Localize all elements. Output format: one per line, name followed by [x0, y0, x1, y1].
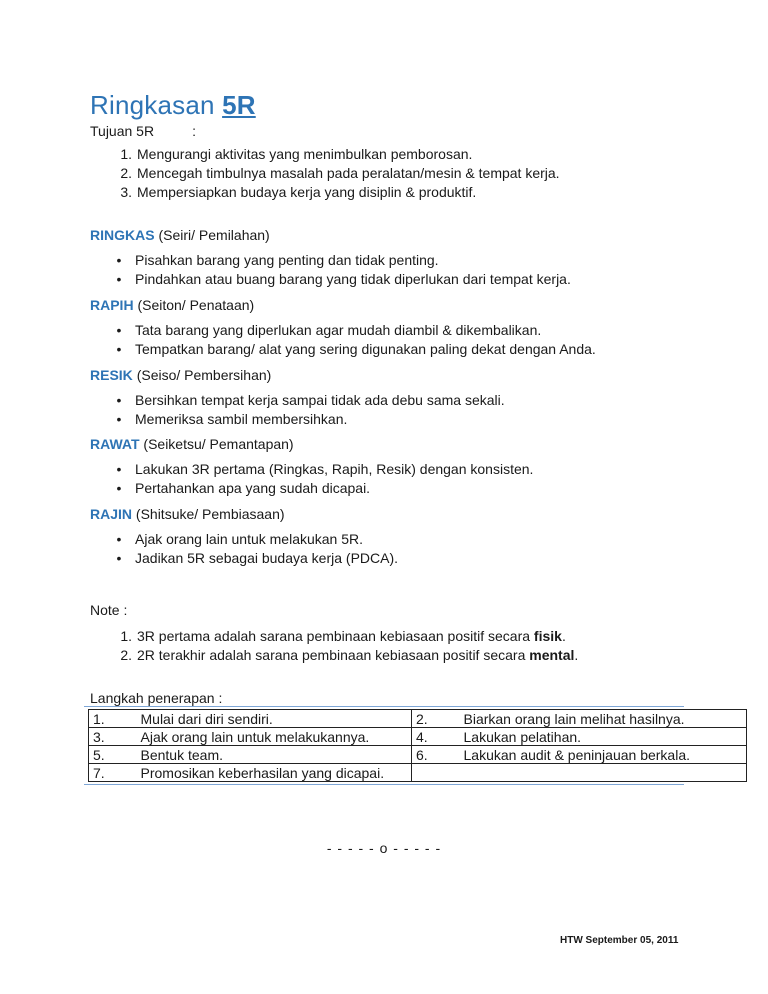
list-item: • Memeriksa sambil membersihkan. [116, 411, 348, 427]
rajin-list [116, 530, 399, 568]
goals-label-text: Tujuan 5R [90, 123, 155, 139]
title-accent: 5R [222, 90, 256, 120]
page-title [90, 90, 256, 121]
list-item: • Ajak orang lain untuk melakukan 5R. [116, 531, 364, 547]
section-heading-resik: RESIK (Seiso/ Pembersihan) [90, 367, 272, 383]
table-row: 3. Ajak orang lain untuk melakukannya. 4. Lakukan pelatihan. [89, 728, 747, 746]
list-item: • Pindahkan atau buang barang yang tidak diperlukan dari tempat kerja. [116, 271, 571, 287]
list-item: • Pertahankan apa yang sudah dicapai. [116, 480, 371, 496]
rapih-list [116, 321, 596, 359]
table-row: 1. Mulai dari diri sendiri. 2. Biarkan orang lain melihat hasilnya. [89, 710, 747, 728]
goals-list [120, 145, 560, 202]
ringkas-list [116, 251, 571, 289]
list-item: • Lakukan 3R pertama (Ringkas, Rapih, Resik) dengan konsisten. [116, 461, 534, 477]
list-item: 3. Mempersiapkan budaya kerja yang disiplin & produktif. [120, 184, 477, 200]
steps-label: Langkah penerapan : [90, 690, 223, 706]
list-item: 1. Mengurangi aktivitas yang menimbulkan pemborosan. [120, 146, 473, 162]
list-item: 2. 2R terakhir adalah sarana pembinaan kebiasaan positif secara mental. [120, 647, 579, 663]
list-item: • Tata barang yang diperlukan agar mudah diambil & dikembalikan. [116, 322, 542, 338]
title-prefix: Ringkasan [90, 90, 215, 120]
divider [84, 784, 684, 785]
list-item: 2. Mencegah timbulnya masalah pada peralatan/mesin & tempat kerja. [120, 165, 560, 181]
list-item: 1. 3R pertama adalah sarana pembinaan kebiasaan positif secara fisik. [120, 628, 566, 644]
section-heading-rawat: RAWAT (Seiketsu/ Pemantapan) [90, 436, 294, 452]
steps-table [88, 709, 747, 782]
note-label: Note : [90, 602, 128, 618]
footer-date: HTW September 05, 2011 [560, 935, 679, 946]
list-item: • Pisahkan barang yang penting dan tidak penting. [116, 252, 439, 268]
separator: - - - - - o - - - - - [326, 840, 442, 856]
divider [84, 706, 684, 707]
table-row: 5. Bentuk team. 6. Lakukan audit & peninjauan berkala. [89, 746, 747, 764]
list-item: • Tempatkan barang/ alat yang sering digunakan paling dekat dengan Anda. [116, 341, 596, 357]
table-row: 7. Promosikan keberhasilan yang dicapai. [89, 764, 747, 782]
section-heading-ringkas: RINGKAS (Seiri/ Pemilahan) [90, 227, 270, 243]
resik-list [116, 391, 505, 429]
rawat-list [116, 460, 534, 498]
list-item: • Jadikan 5R sebagai budaya kerja (PDCA). [116, 550, 399, 566]
list-item: • Bersihkan tempat kerja sampai tidak ada debu sama sekali. [116, 392, 505, 408]
section-heading-rajin: RAJIN (Shitsuke/ Pembiasaan) [90, 506, 285, 522]
note-list [120, 627, 579, 665]
section-heading-rapih: RAPIH (Seiton/ Penataan) [90, 297, 255, 313]
goals-label [90, 123, 196, 139]
goals-label-colon: : [192, 123, 196, 139]
